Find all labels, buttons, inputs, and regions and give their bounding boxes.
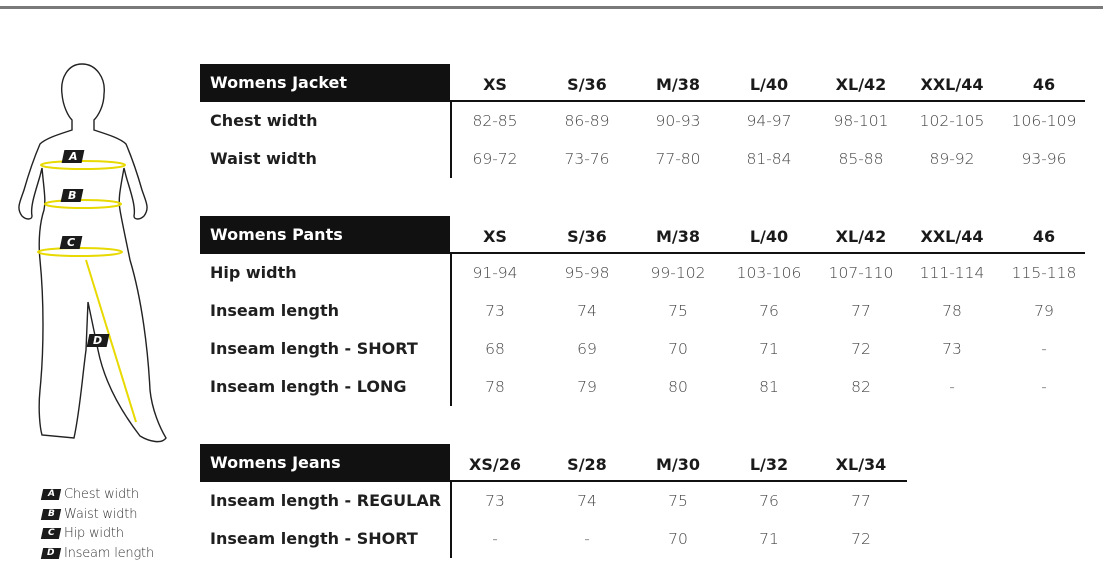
table-cell: - bbox=[492, 530, 498, 548]
size-header: XL/42 bbox=[835, 75, 887, 94]
size-header: M/38 bbox=[655, 227, 701, 246]
table-title: Womens Jeans bbox=[200, 444, 450, 482]
waist-measure-line bbox=[45, 200, 121, 208]
table-cell: 78 bbox=[485, 378, 505, 396]
table-cell: 91-94 bbox=[472, 264, 518, 282]
table-cell: 73-76 bbox=[564, 150, 610, 168]
table-cell: 115-118 bbox=[1011, 264, 1077, 282]
legend-label: Inseam length bbox=[64, 545, 154, 561]
table-cell: 79 bbox=[1034, 302, 1054, 320]
table-cell: 106-109 bbox=[1011, 112, 1077, 130]
table-cell: 72 bbox=[851, 340, 871, 358]
table-cell: - bbox=[949, 378, 955, 396]
table-cell: 99-102 bbox=[650, 264, 706, 282]
table-cell: 73 bbox=[942, 340, 962, 358]
table-cell: 76 bbox=[759, 492, 779, 510]
row-label: Chest width bbox=[210, 111, 318, 130]
size-header: S/28 bbox=[567, 455, 607, 474]
table-cell: 81 bbox=[759, 378, 779, 396]
size-header: XL/42 bbox=[835, 227, 887, 246]
table-cell: - bbox=[1041, 378, 1047, 396]
table-cell: 71 bbox=[759, 340, 779, 358]
marker-c-badge: C bbox=[60, 236, 83, 249]
legend-label: Chest width bbox=[64, 487, 139, 503]
body-silhouette bbox=[0, 50, 190, 470]
table-cell: 98-101 bbox=[833, 112, 889, 130]
table-cell: 79 bbox=[577, 378, 597, 396]
body-figure bbox=[0, 50, 190, 470]
table-cell: 77 bbox=[851, 492, 871, 510]
size-header: L/32 bbox=[749, 455, 789, 474]
table-cell: - bbox=[584, 530, 590, 548]
legend-item bbox=[42, 485, 154, 505]
table-cell: 70 bbox=[668, 340, 688, 358]
marker-d-badge: D bbox=[87, 334, 110, 347]
legend-badge: C bbox=[41, 528, 61, 539]
table-cell: - bbox=[1041, 340, 1047, 358]
marker-b-badge: B bbox=[61, 189, 84, 202]
size-header: XL/34 bbox=[835, 455, 887, 474]
chest-measure-line bbox=[41, 161, 125, 169]
table-cell: 80 bbox=[668, 378, 688, 396]
size-header: M/38 bbox=[655, 75, 701, 94]
table-cell: 102-105 bbox=[919, 112, 985, 130]
row-label: Waist width bbox=[210, 149, 317, 168]
size-header: L/40 bbox=[749, 75, 789, 94]
size-header: XXL/44 bbox=[920, 75, 984, 94]
legend-badge: D bbox=[41, 548, 61, 559]
size-header: S/36 bbox=[567, 227, 607, 246]
table-cell: 86-89 bbox=[564, 112, 610, 130]
table-cell: 74 bbox=[577, 302, 597, 320]
table-cell: 111-114 bbox=[919, 264, 985, 282]
table-cell: 78 bbox=[942, 302, 962, 320]
table-cell: 94-97 bbox=[746, 112, 792, 130]
table-title: Womens Jacket bbox=[200, 64, 450, 102]
table-cell: 70 bbox=[668, 530, 688, 548]
legend-item bbox=[42, 505, 154, 525]
table-cell: 89-92 bbox=[929, 150, 975, 168]
size-header: XXL/44 bbox=[920, 227, 984, 246]
size-header: XS bbox=[483, 75, 507, 94]
size-header: S/36 bbox=[567, 75, 607, 94]
table-cell: 68 bbox=[485, 340, 505, 358]
table-cell: 95-98 bbox=[564, 264, 610, 282]
row-label: Inseam length - SHORT bbox=[210, 339, 418, 358]
marker-a-badge: A bbox=[62, 150, 85, 163]
table-cell: 82 bbox=[851, 378, 871, 396]
table-cell: 77 bbox=[851, 302, 871, 320]
legend-badge: A bbox=[41, 489, 61, 500]
legend-label: Waist width bbox=[64, 506, 138, 522]
hip-measure-line bbox=[38, 248, 122, 256]
table-cell: 73 bbox=[485, 492, 505, 510]
table-cell: 72 bbox=[851, 530, 871, 548]
top-rule bbox=[0, 6, 1103, 9]
table-cell: 71 bbox=[759, 530, 779, 548]
measurement-legend bbox=[42, 485, 154, 563]
table-cell: 74 bbox=[577, 492, 597, 510]
table-cell: 81-84 bbox=[746, 150, 792, 168]
legend-item bbox=[42, 544, 154, 564]
table-cell: 103-106 bbox=[736, 264, 802, 282]
table-cell: 73 bbox=[485, 302, 505, 320]
size-header: L/40 bbox=[749, 227, 789, 246]
row-label: Hip width bbox=[210, 263, 297, 282]
row-label: Inseam length - LONG bbox=[210, 377, 407, 396]
row-label: Inseam length - REGULAR bbox=[210, 491, 442, 510]
row-label: Inseam length bbox=[210, 301, 339, 320]
table-cell: 76 bbox=[759, 302, 779, 320]
legend-badge: B bbox=[41, 509, 61, 520]
table-cell: 69 bbox=[577, 340, 597, 358]
table-cell: 85-88 bbox=[838, 150, 884, 168]
table-cell: 90-93 bbox=[655, 112, 701, 130]
legend-item bbox=[42, 524, 154, 544]
table-cell: 82-85 bbox=[472, 112, 518, 130]
table-cell: 93-96 bbox=[1021, 150, 1067, 168]
table-cell: 69-72 bbox=[472, 150, 518, 168]
size-header: 46 bbox=[1032, 227, 1056, 246]
legend-label: Hip width bbox=[64, 526, 124, 542]
size-header: XS/26 bbox=[469, 455, 521, 474]
size-header: M/30 bbox=[655, 455, 701, 474]
size-header: XS bbox=[483, 227, 507, 246]
table-cell: 75 bbox=[668, 492, 688, 510]
size-header: 46 bbox=[1032, 75, 1056, 94]
table-cell: 75 bbox=[668, 302, 688, 320]
table-title: Womens Pants bbox=[200, 216, 450, 254]
row-label: Inseam length - SHORT bbox=[210, 529, 418, 548]
table-cell: 107-110 bbox=[828, 264, 894, 282]
table-cell: 77-80 bbox=[655, 150, 701, 168]
